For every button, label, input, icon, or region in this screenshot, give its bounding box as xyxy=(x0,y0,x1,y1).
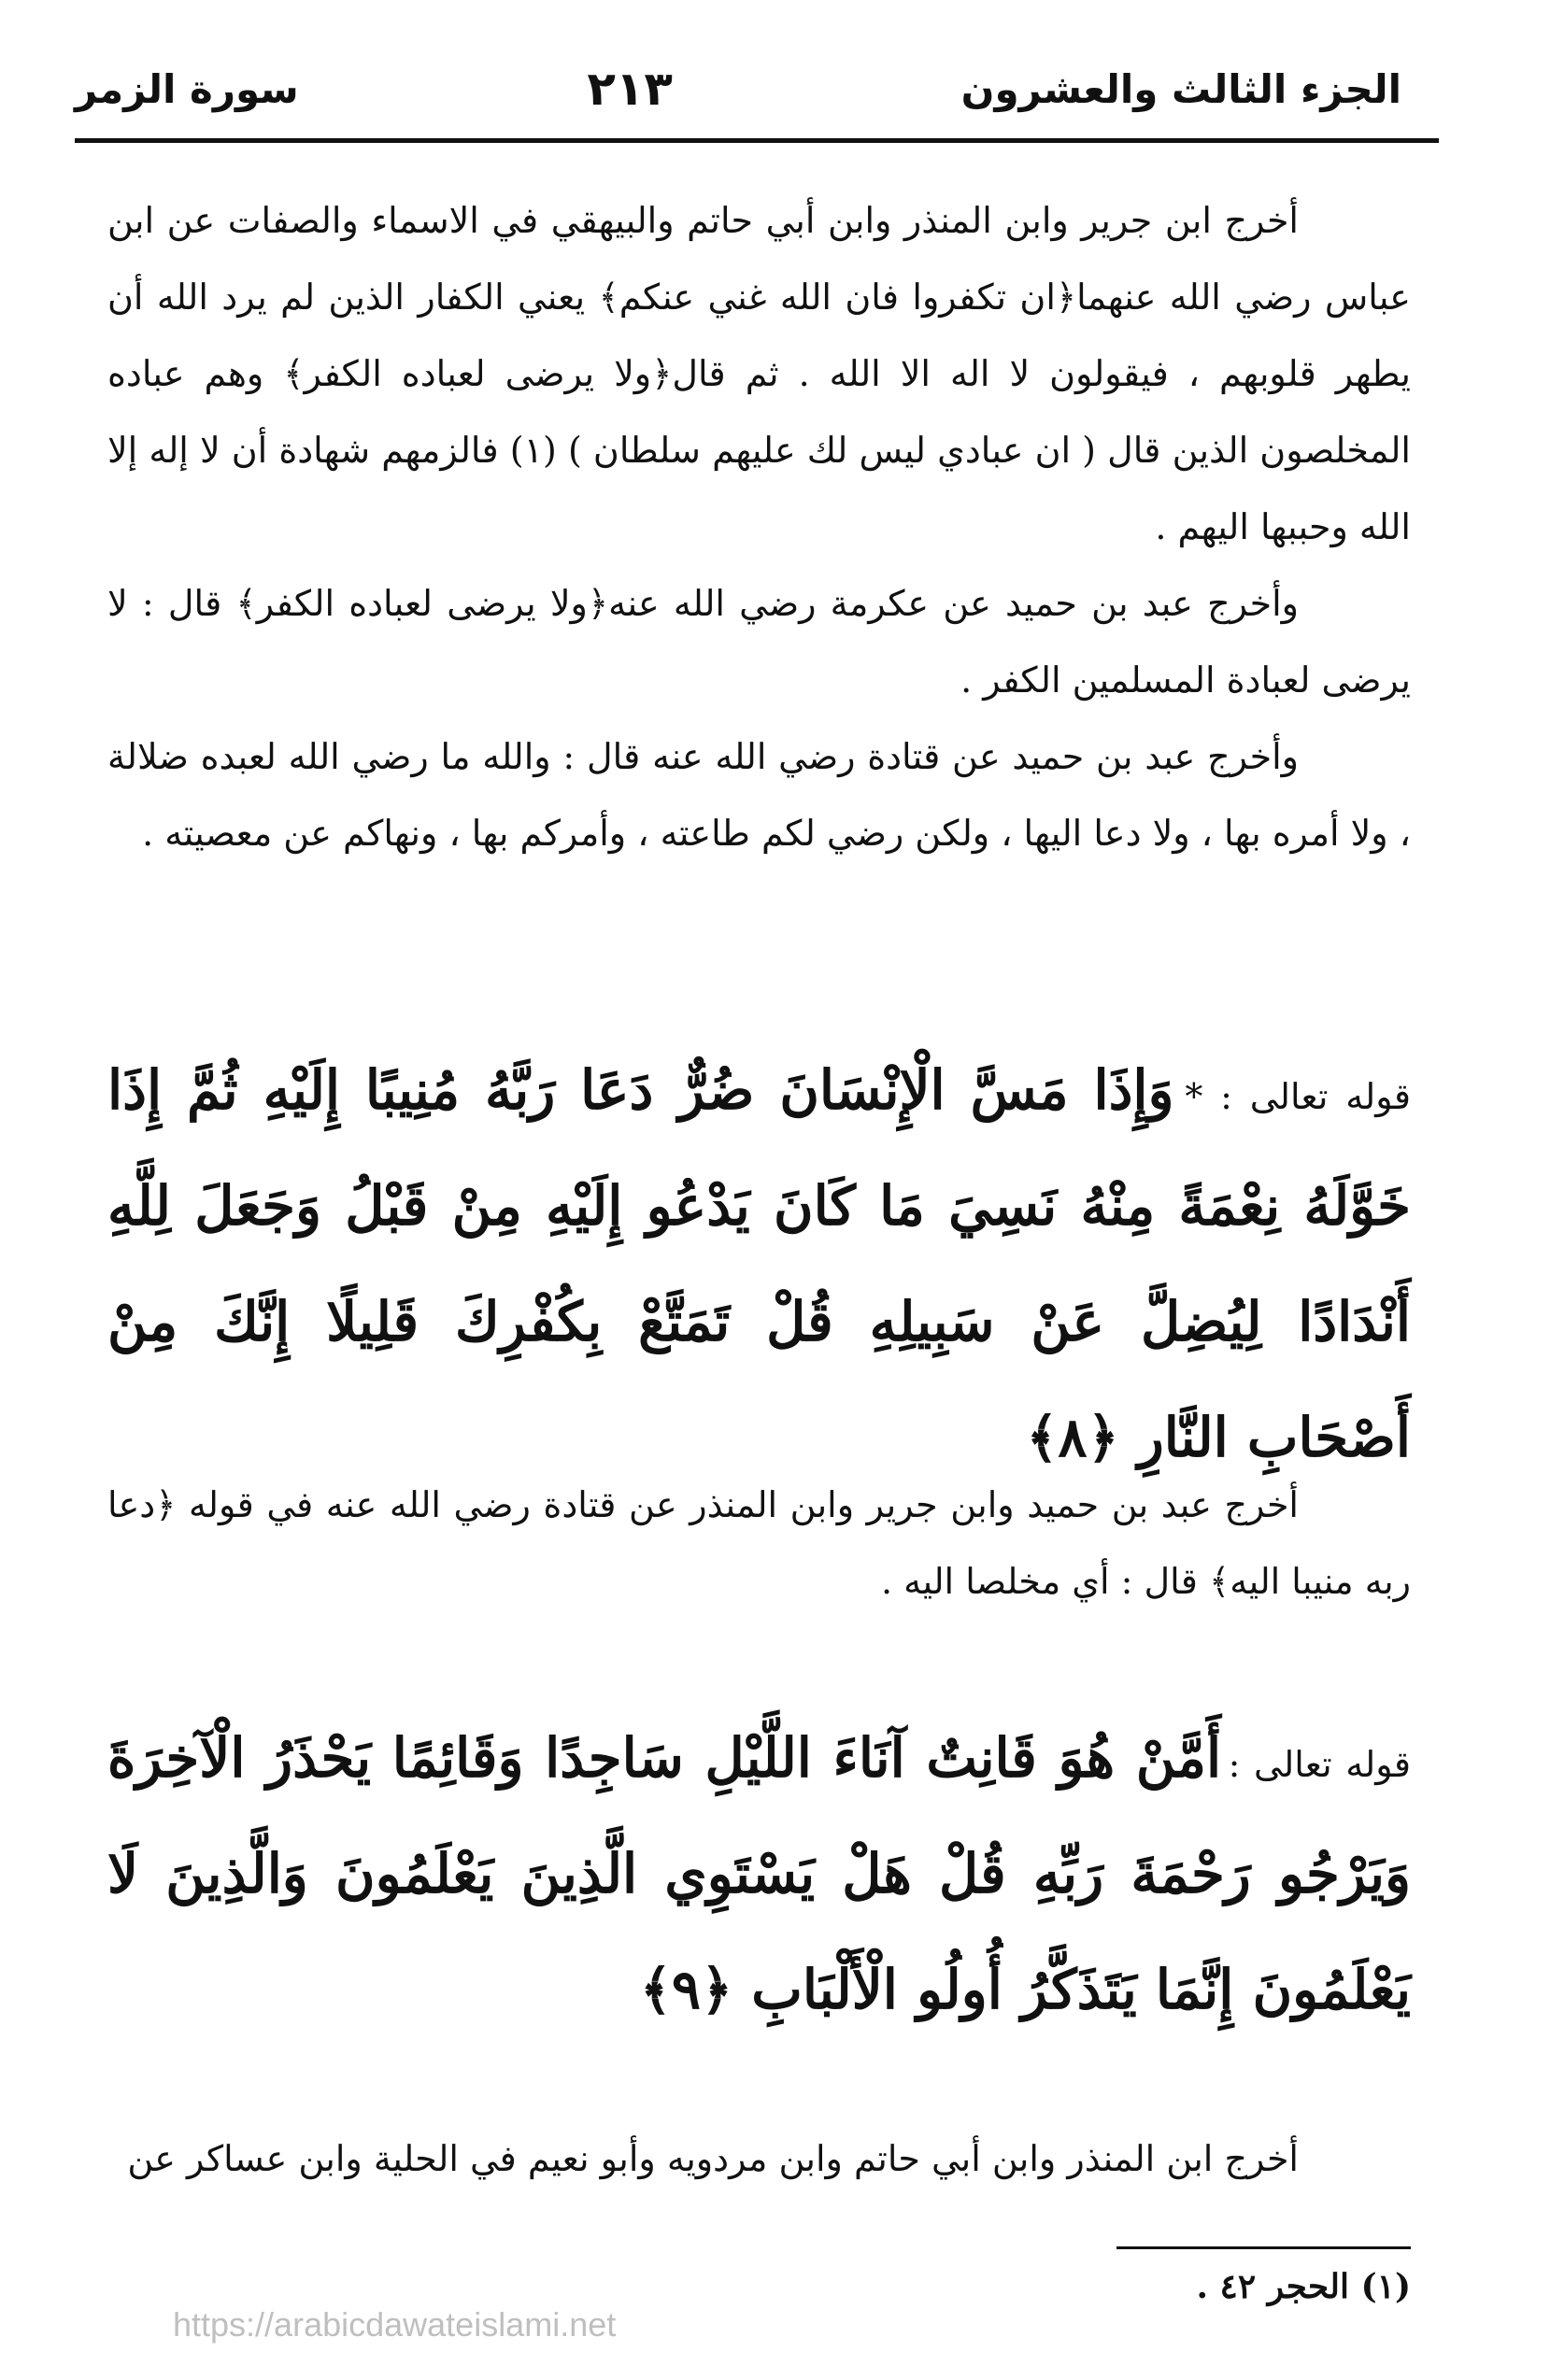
commentary-block-1 xyxy=(107,182,1411,871)
verse-text: أَمَّنْ هُوَ قَانِتٌ آنَاءَ اللَّيْلِ سَاجِدًا وَقَائِمًا يَحْذَرُ الْآخِرَةَ وَيَرْجُو رَحْمَةَ رَبِّهِ قُلْ هَلْ يَسْتَوِي الَّذِينَ يَعْلَمُونَ وَالَّذِينَ لَا يَعْلَمُونَ إِنَّمَا يَتَذَكَّرُ أُولُو الْأَلْبَابِ ﴿٩﴾ xyxy=(107,1726,1411,2021)
verse-label: قوله تعالى : xyxy=(1228,1744,1411,1785)
paragraph-2: وأخرج عبد بن حميد عن عكرمة رضي الله عنه﴿ولا يرضى لعباده الكفر﴾ قال : لا يرضى لعبادة المسلمين الكفر . xyxy=(107,583,1411,701)
paragraph-5: أخرج ابن المنذر وابن أبي حاتم وابن مردويه وأبو نعيم في الحلية وابن عساكر عن xyxy=(127,2138,1299,2179)
surah-title: سورة الزمر xyxy=(75,65,299,112)
verse-text: وَإِذَا مَسَّ الْإِنْسَانَ ضُرٌّ دَعَا رَبَّهُ مُنِيبًا إِلَيْهِ ثُمَّ إِذَا خَوَّلَهُ نِعْمَةً مِنْهُ نَسِيَ مَا كَانَ يَدْعُو إِلَيْهِ مِنْ قَبْلُ وَجَعَلَ لِلَّهِ أَنْدَادًا لِيُضِلَّ عَنْ سَبِيلِهِ قُلْ تَمَتَّعْ بِكُفْرِكَ قَلِيلًا إِنَّكَ مِنْ أَصْحَابِ النَّارِ ﴿٨﴾ xyxy=(107,1058,1411,1469)
part-title: الجزء الثالث والعشرون xyxy=(960,65,1401,112)
footnote: (١) الحجر ٤٢ . xyxy=(1196,2267,1411,2306)
commentary-block-2 xyxy=(107,1466,1411,1620)
page-header xyxy=(75,56,1401,121)
page-number: ٢١٣ xyxy=(587,62,673,116)
watermark-url: https://arabicdawateislami.net xyxy=(173,2305,617,2344)
paragraph-3: وأخرج عبد بن حميد عن قتادة رضي الله عنه قال : والله ما رضي الله لعبده ضلالة ، ولا أمره بها ، ولا دعا اليها ، ولكن رضي لكم طاعته ، وأمركم بها ، ونهاكم عن معصيته . xyxy=(107,736,1411,854)
header-rule xyxy=(75,138,1439,143)
paragraph-4: أخرج عبد بن حميد وابن جرير وابن المنذر عن قتادة رضي الله عنه في قوله ﴿دعا ربه منيبا اليه﴾ قال : أي مخلصا اليه . xyxy=(107,1484,1411,1602)
footnote-rule xyxy=(1116,2246,1411,2249)
quran-verse-9 xyxy=(107,1700,1411,2047)
verse-label: قوله تعالى : * xyxy=(1185,1076,1411,1117)
quran-verse-8 xyxy=(107,1032,1411,1495)
commentary-block-3 xyxy=(107,2120,1411,2197)
paragraph-1: أخرج ابن جرير وابن المنذر وابن أبي حاتم والبيهقي في الاسماء والصفات عن ابن عباس رضي الله عنهما﴿ان تكفروا فان الله غني عنكم﴾ يعني الكفار الذين لم يرد الله أن يطهر قلوبهم ، فيقولون لا اله الا الله . ثم قال﴿ولا يرضى لعباده الكفر﴾ وهم عباده المخلصون الذين قال ( ان عبادي ليس لك عليهم سلطان ) (١) فالزمهم شهادة أن لا إله إلا الله وحببها اليهم . xyxy=(107,200,1411,547)
